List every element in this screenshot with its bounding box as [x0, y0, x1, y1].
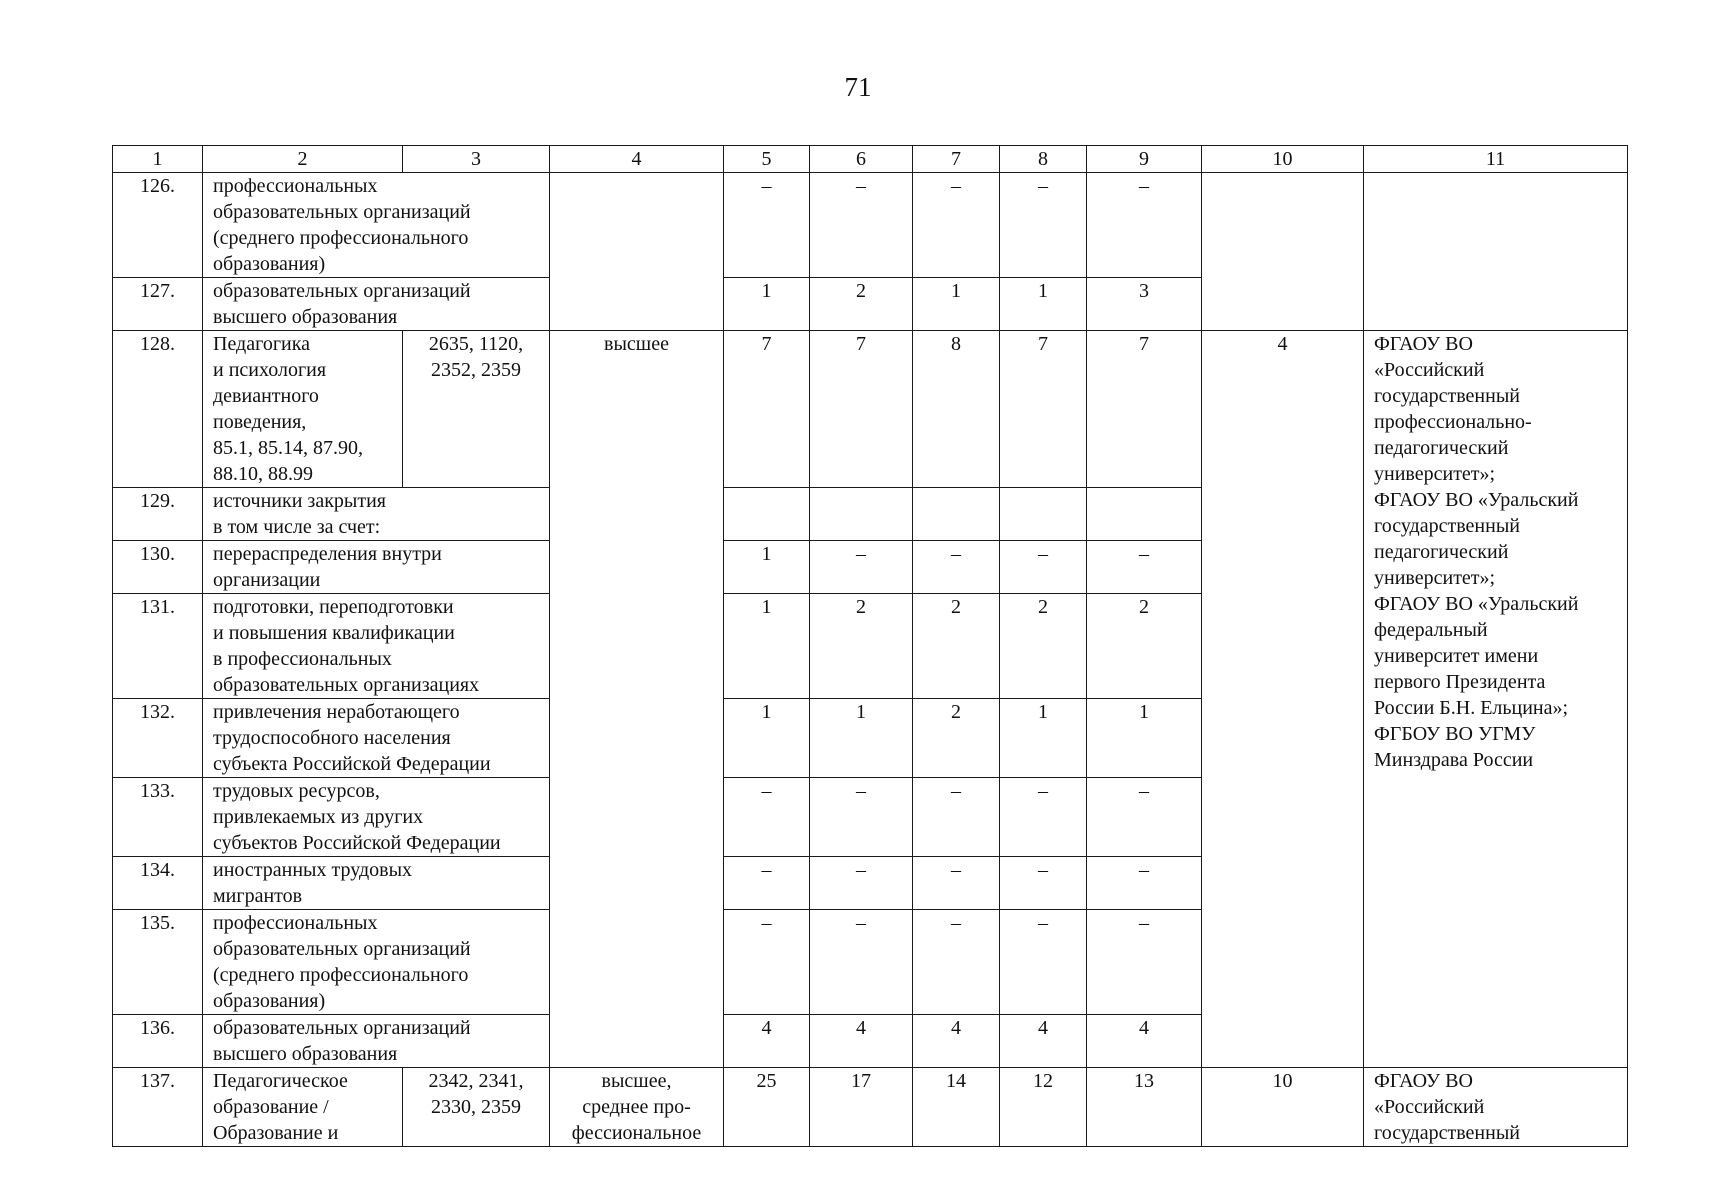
col-header: 1 [113, 146, 203, 173]
value-cell: – [1087, 857, 1202, 910]
value-cell: 2 [913, 594, 1000, 699]
value-cell: 4 [913, 1015, 1000, 1068]
value-cell: – [1087, 173, 1202, 278]
col-header: 11 [1364, 146, 1628, 173]
row-name: привлечения неработающего трудоспособного населения субъекта Российской Федерации [203, 699, 550, 778]
value-cell: – [1087, 541, 1202, 594]
orgs-cell [1364, 173, 1628, 331]
col-header: 5 [724, 146, 810, 173]
row-number: 130. [113, 541, 203, 594]
value-cell: 1 [724, 594, 810, 699]
row-number: 126. [113, 173, 203, 278]
value-cell: 1 [1087, 699, 1202, 778]
table-row [113, 1068, 1628, 1147]
value-cell: 4 [810, 1015, 913, 1068]
row-name: Педагогика и психология девиантного поведения, 85.1, 85.14, 87.90, 88.10, 88.99 [203, 331, 403, 488]
value-cell [1087, 488, 1202, 541]
col10-cell [1202, 173, 1364, 331]
value-cell: – [724, 910, 810, 1015]
value-cell [1000, 488, 1087, 541]
row-number: 131. [113, 594, 203, 699]
row-number: 136. [113, 1015, 203, 1068]
col-header: 8 [1000, 146, 1087, 173]
row-name: трудовых ресурсов, привлекаемых из других субъектов Российской Федерации [203, 778, 550, 857]
value-cell: 2 [1087, 594, 1202, 699]
value-cell: – [913, 910, 1000, 1015]
row-number: 133. [113, 778, 203, 857]
row-number: 129. [113, 488, 203, 541]
row-name: профессиональных образовательных организаций (среднего профессионального образования) [203, 910, 550, 1015]
value-cell: – [724, 173, 810, 278]
value-cell: 2 [810, 594, 913, 699]
level-cell: высшее [550, 331, 724, 1068]
col-header: 10 [1202, 146, 1364, 173]
row-name: образовательных организаций высшего образования [203, 278, 550, 331]
row-number: 128. [113, 331, 203, 488]
table-row [113, 173, 1628, 278]
value-cell: 1 [810, 699, 913, 778]
value-cell: 14 [913, 1068, 1000, 1147]
value-cell: 1 [724, 699, 810, 778]
table-row [113, 331, 1628, 488]
value-cell: – [724, 857, 810, 910]
row-number: 132. [113, 699, 203, 778]
col-header: 6 [810, 146, 913, 173]
row-number: 134. [113, 857, 203, 910]
orgs-cell: ФГАОУ ВО «Российский государственный [1364, 1068, 1628, 1147]
row-name: образовательных организаций высшего образования [203, 1015, 550, 1068]
codes-cell: 2635, 1120, 2352, 2359 [403, 331, 550, 488]
value-cell: – [1087, 778, 1202, 857]
value-cell: – [810, 910, 913, 1015]
value-cell: – [724, 778, 810, 857]
value-cell: – [810, 778, 913, 857]
value-cell: 13 [1087, 1068, 1202, 1147]
value-cell: – [810, 857, 913, 910]
value-cell: 1 [724, 541, 810, 594]
value-cell: 1 [1000, 278, 1087, 331]
level-cell: высшее, среднее про- фессиональное [550, 1068, 724, 1147]
orgs-cell: ФГАОУ ВО «Российский государственный профессионально- педагогический университет»; ФГАОУ ВО «Уральский государственный педагогический университет»; ФГАОУ ВО «Уральский федеральный университет имени первого Президента России Б.Н. Ельцина»; ФГБОУ ВО УГМУ Минздрава России [1364, 331, 1628, 1068]
value-cell: – [913, 857, 1000, 910]
col-header: 2 [203, 146, 403, 173]
value-cell: – [810, 173, 913, 278]
col10-cell: 10 [1202, 1068, 1364, 1147]
level-cell [550, 173, 724, 278]
col10-cell: 4 [1202, 331, 1364, 1068]
value-cell: 4 [724, 1015, 810, 1068]
value-cell: – [1000, 857, 1087, 910]
col-header: 3 [403, 146, 550, 173]
value-cell: 25 [724, 1068, 810, 1147]
value-cell: 4 [1087, 1015, 1202, 1068]
value-cell: 7 [810, 331, 913, 488]
value-cell: 12 [1000, 1068, 1087, 1147]
value-cell: 7 [1000, 331, 1087, 488]
value-cell [810, 488, 913, 541]
value-cell: 4 [1000, 1015, 1087, 1068]
value-cell [913, 488, 1000, 541]
col-header: 7 [913, 146, 1000, 173]
value-cell: – [913, 541, 1000, 594]
col-header: 9 [1087, 146, 1202, 173]
row-name: Педагогическое образование / Образование и [203, 1068, 403, 1147]
value-cell: 1 [724, 278, 810, 331]
row-name: перераспределения внутри организации [203, 541, 550, 594]
level-cell [550, 278, 724, 331]
value-cell: 8 [913, 331, 1000, 488]
value-cell: – [913, 778, 1000, 857]
value-cell: 1 [913, 278, 1000, 331]
codes-cell: 2342, 2341, 2330, 2359 [403, 1068, 550, 1147]
value-cell: – [1000, 173, 1087, 278]
value-cell: – [913, 173, 1000, 278]
value-cell: – [1000, 778, 1087, 857]
row-name: источники закрытия в том числе за счет: [203, 488, 550, 541]
value-cell: 1 [1000, 699, 1087, 778]
value-cell: 17 [810, 1068, 913, 1147]
value-cell: – [1000, 910, 1087, 1015]
value-cell: 7 [724, 331, 810, 488]
row-name: подготовки, переподготовки и повышения квалификации в профессиональных образовательных организациях [203, 594, 550, 699]
col-header: 4 [550, 146, 724, 173]
value-cell: 2 [810, 278, 913, 331]
value-cell: – [1087, 910, 1202, 1015]
row-number: 135. [113, 910, 203, 1015]
header-row [113, 146, 1628, 173]
value-cell: – [810, 541, 913, 594]
row-number: 137. [113, 1068, 203, 1147]
row-name: профессиональных образовательных организаций (среднего профессионального образования) [203, 173, 550, 278]
value-cell: 2 [913, 699, 1000, 778]
row-name: иностранных трудовых мигрантов [203, 857, 550, 910]
data-table [112, 145, 1628, 1147]
value-cell [724, 488, 810, 541]
value-cell: – [1000, 541, 1087, 594]
value-cell: 2 [1000, 594, 1087, 699]
value-cell: 3 [1087, 278, 1202, 331]
row-number: 127. [113, 278, 203, 331]
page-number: 71 [844, 72, 872, 102]
value-cell: 7 [1087, 331, 1202, 488]
